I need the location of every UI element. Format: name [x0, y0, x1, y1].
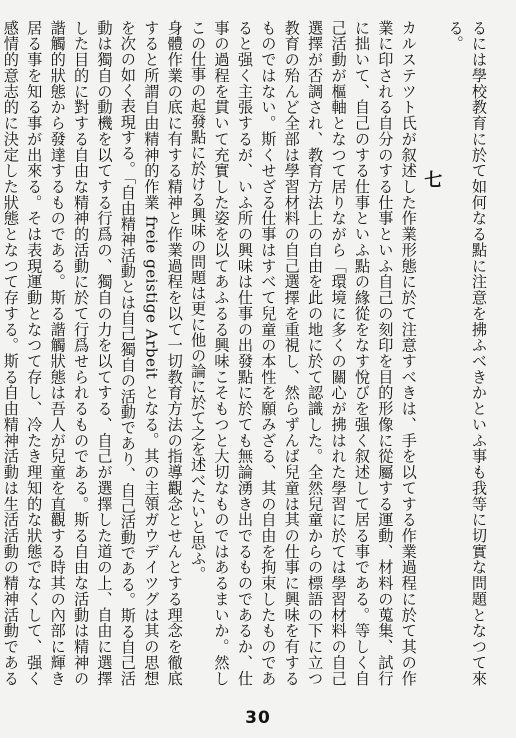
- section-heading: 七: [421, 170, 443, 189]
- paragraph-continuation: るには學校教育に於て如何なる點に注意を拂ふべきかといふ事も我等に切實な問題となつて來る。: [446, 20, 488, 686]
- paragraph-kalstedt: カルステツト氏が叙述した作業形態に於て注意すべきは、手を以てする作業過程に於て其の作業に印される自分のする仕事といふ自己の刻印を目的形像に從屬する運動、材料の蒐集、試行に拙いて、自己のする仕事といふ點の緣從をなす悅びを强く叙述して居る事である。等しく自己活動が樞軸となつて居りながら「環境に多くの關心が拂はれた學習に於ては學習材料の自己選擇が否調され、教育方法上の自由を此の地に於て認識した。全然兒童からの標語の下に立つ教育の殆んど全部は學習材料の自己選擇を重視し、然らずんば兒童は其の仕事に興味を有するものではない。斯くせざる仕事はすべて兒童の本性を願みざる、其の自由を拘束したものであると强く主張するが、いふ所の興味は仕事の出發點に於ても無論湧き出でるものであるか、仕事の過程を貫いて充實した姿を以てあふるる興味こそもつと大切なものではあるまいか。然しこの仕事の起發點に於ける興味の問題は更に他の論に於て之を述べたいと思ふ。: [189, 20, 418, 686]
- paragraph-free-spiritual-work: 身體作業の底に有する精神と作業過程を以て一切教育方法の指導觀念とせんとする理念を徹底すると所謂自由精神的作業 freie geistige Arbeit となる。其の主領ガウデイツグは其の思想を次の如く表現する。「自由精神活動とは自己獨自の活動であり、自己活動である。斯る自己活動は獨自の動機を以てする行爲の、獨自の力を以てする、自己が選擇した道の上、自由に選擇した目的に對する自由な精神的活動に於て行爲せられるものである。斯る自由な活動は精神の諧觸的狀態から發達するものである。斯る諧觸狀態は吾人が兒童を直觀する時其の內部に輝き居る事を知る事が出來る。そは表現運動となつて存し、冷たき理知的な狀態でなくして、强く感情的意志的に決定した狀態となつて存する。斯る自由精神活動は生活活動の精神活動である: [1, 20, 184, 686]
- vertical-text-body: [1, 20, 490, 686]
- page-number: 30: [245, 708, 271, 728]
